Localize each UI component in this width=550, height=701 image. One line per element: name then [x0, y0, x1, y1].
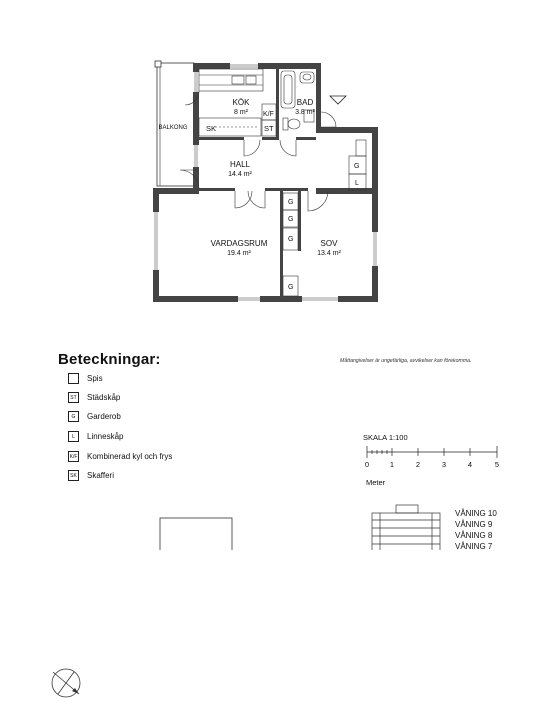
legend-label: Städskåp [87, 392, 121, 402]
room-kok-name: KÖK [232, 98, 250, 107]
floor-label-10: VÅNING 10 [455, 509, 497, 518]
scale-title: SKALA 1:100 [363, 433, 408, 442]
room-vardagsrum-name: VARDAGSRUM [210, 239, 268, 248]
room-kok-area: 8 m² [234, 109, 248, 116]
scale-tick-label: 2 [415, 460, 421, 469]
legend-code: ST [68, 392, 79, 403]
legend-code [68, 373, 79, 384]
room-bad-area: 3.8 m² [295, 109, 315, 116]
scale-tick-label: 3 [441, 460, 447, 469]
fixture-g1-label: G [288, 199, 294, 206]
disclaimer-note: Måttangivelser är ungefärliga, avvikelser kan förekomma. [340, 358, 472, 364]
building-section [372, 505, 440, 550]
legend-item-stadskap [68, 390, 120, 404]
exterior-walls [153, 63, 378, 302]
scale-bar [367, 446, 497, 458]
room-balkong-name: BALKONG [158, 125, 188, 131]
windows [153, 63, 378, 302]
floor-label-7: VÅNING 7 [455, 542, 493, 551]
fixture-kf-label: K/F [263, 111, 274, 118]
fixture-g2-label: G [288, 216, 294, 223]
fixture-g4-label: G [288, 284, 294, 291]
room-vardagsrum-area: 19.4 m² [227, 250, 251, 257]
legend-label: Skafferi [87, 470, 114, 480]
legend-item-kyl-frys [68, 449, 172, 463]
legend-code: SK [68, 470, 79, 481]
floor-label-8: VÅNING 8 [455, 531, 493, 540]
room-bad-name: BAD [296, 98, 314, 107]
legend-label: Spis [87, 373, 103, 383]
bathroom-fixtures [281, 71, 346, 130]
legend-label: Kombinerad kyl och frys [87, 451, 173, 461]
fixture-l-label: L [355, 180, 359, 187]
fixture-sk-label: SK [206, 124, 217, 133]
legend-item-garderob [68, 409, 121, 423]
legend-item-linneskap [68, 429, 123, 443]
legend-code: L [68, 431, 79, 442]
legend-item-spis [68, 371, 103, 385]
fixture-st-label: ST [264, 124, 274, 133]
building-footprint [160, 518, 232, 550]
room-hall-name: HALL [229, 160, 251, 169]
room-hall-area: 14.4 m² [228, 171, 252, 178]
room-sov-name: SOV [320, 239, 338, 248]
scale-tick-label: 0 [364, 460, 370, 469]
compass-symbol-icon [48, 665, 84, 701]
legend-code: G [68, 411, 79, 422]
legend-label: Linneskåp [87, 431, 124, 441]
legend-label: Garderob [87, 411, 121, 421]
scale-tick-label: 1 [389, 460, 395, 469]
room-sov-area: 13.4 m² [317, 250, 341, 257]
fixture-g-hall-label: G [354, 163, 360, 170]
scale-tick-label: 5 [494, 460, 500, 469]
legend-title: Beteckningar: [58, 351, 161, 368]
fixture-g3-label: G [288, 236, 294, 243]
scale-unit: Meter [366, 478, 386, 487]
floor-label-9: VÅNING 9 [455, 520, 493, 529]
wardrobes [283, 193, 298, 296]
scale-tick-label: 4 [467, 460, 473, 469]
legend-code: K/F [68, 451, 79, 462]
interior-walls [199, 69, 375, 296]
legend-item-skafferi [68, 468, 114, 482]
balcony [155, 61, 194, 186]
